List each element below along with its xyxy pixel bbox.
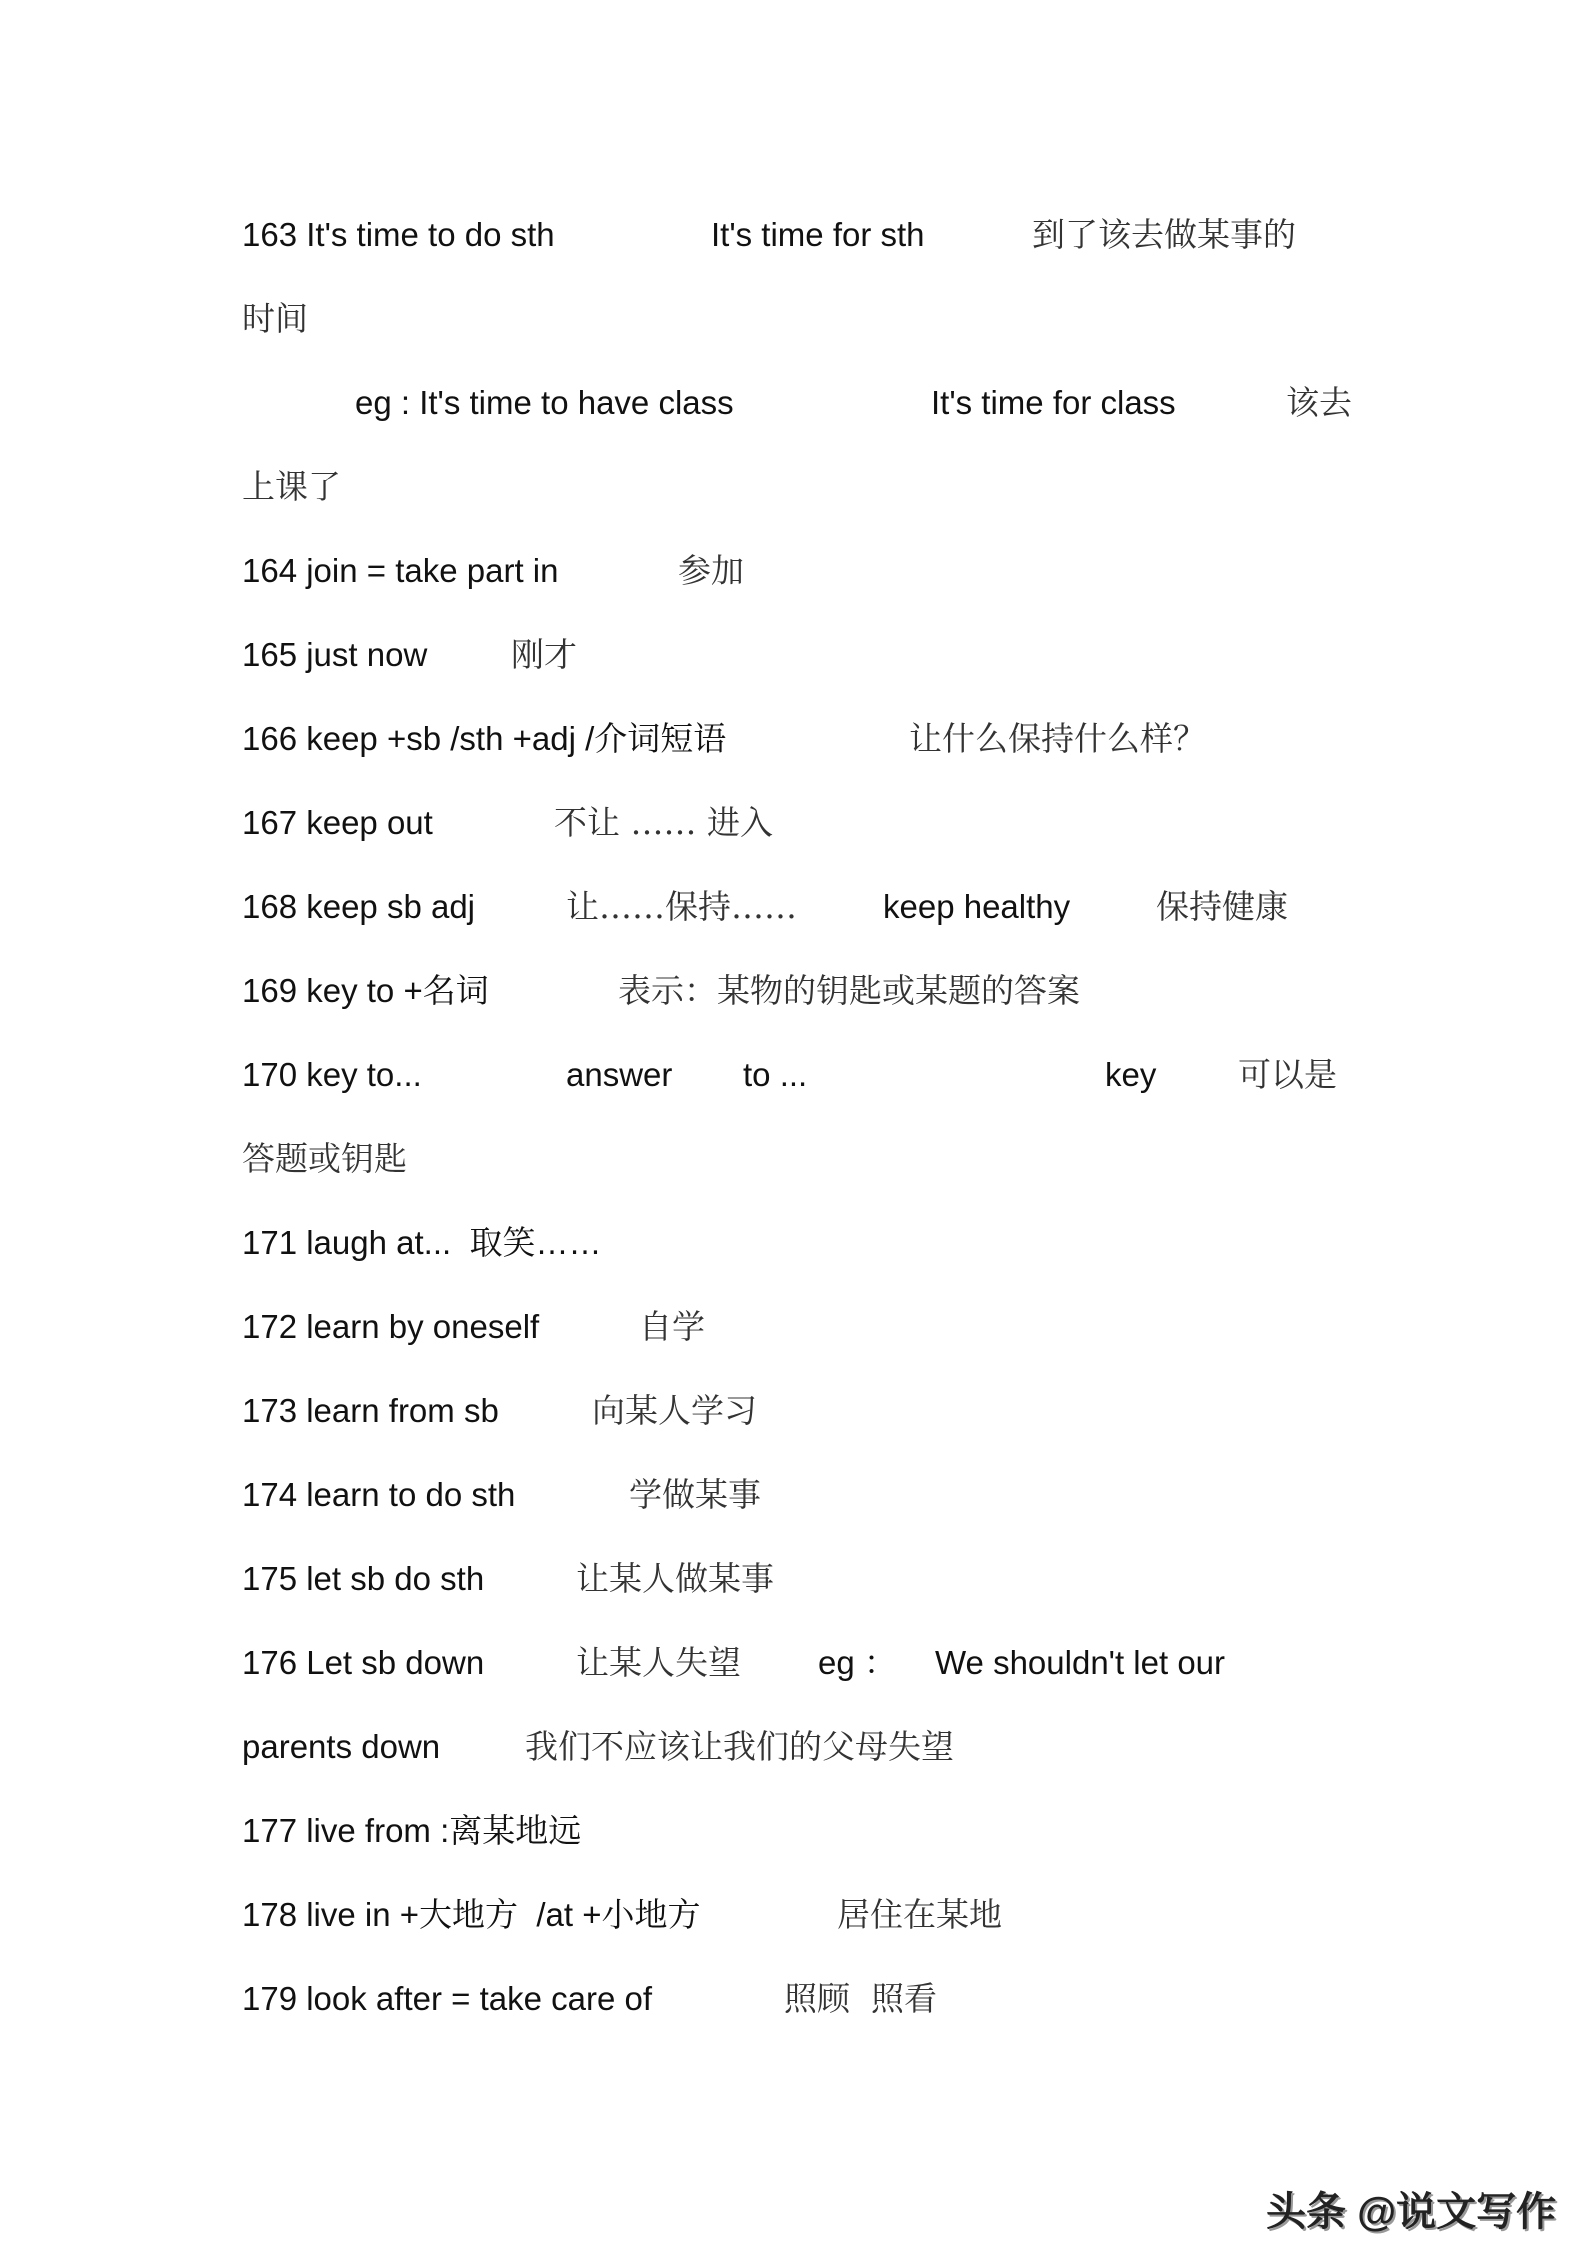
example-163-cont: [0, 465, 1587, 509]
entry-169: [0, 969, 1587, 1013]
phrase-alt: answer: [566, 1056, 673, 1093]
entry-170-cont: [0, 1137, 1587, 1181]
example: keep healthy: [883, 888, 1071, 925]
phrase: 170 key to...: [242, 1056, 422, 1093]
meaning: 让某人失望: [576, 1643, 741, 1682]
phrase: 169 key to +名词: [242, 972, 489, 1009]
entry-163-cont: [0, 297, 1587, 341]
entry-174: [0, 1473, 1587, 1517]
example-alt: It's time for class: [931, 384, 1176, 421]
example-meaning: 我们不应该让我们的父母失望: [525, 1727, 954, 1766]
entry-176-cont: [0, 1725, 1587, 1769]
phrase: 166 keep +sb /sth +adj /介词短语: [242, 720, 727, 757]
entry-177: [0, 1809, 1587, 1853]
meaning: 不让 …… 进入: [554, 803, 773, 842]
meaning-cont: 答题或钥匙: [242, 1139, 407, 1178]
phrase: 178 live in +大地方 /at +小地方: [242, 1896, 701, 1933]
phrase-alt: It's time for sth: [711, 216, 925, 253]
watermark: 头条 @说文写作: [1266, 2190, 1557, 2234]
phrase: 175 let sb do sth: [242, 1560, 485, 1597]
meaning: 让某人做某事: [576, 1559, 774, 1598]
meaning-cont: 上课了: [242, 467, 341, 506]
meaning: 参加: [678, 551, 744, 590]
meaning-cont: 时间: [242, 299, 308, 338]
entry-165: [0, 633, 1587, 677]
entry-164: [0, 549, 1587, 593]
example-label: eg ：: [818, 1644, 897, 1681]
meaning: 自学: [639, 1307, 705, 1346]
meaning: 学做某事: [629, 1475, 761, 1514]
phrase: 164 join = take part in: [242, 552, 559, 589]
meaning: 可以是: [1238, 1055, 1337, 1094]
phrase: 176 Let sb down: [242, 1644, 485, 1681]
example-163: [0, 381, 1587, 425]
meaning: 表示：某物的钥匙或某题的答案: [618, 971, 1080, 1010]
phrase: 174 learn to do sth: [242, 1476, 516, 1513]
entry-172: [0, 1305, 1587, 1349]
entry-166: [0, 717, 1587, 761]
entry-163: [0, 213, 1587, 257]
example: eg : It's time to have class: [355, 384, 734, 421]
phrase: 163 It's time to do sth: [242, 216, 555, 253]
phrase: 173 learn from sb: [242, 1392, 499, 1429]
meaning: 该去: [1286, 383, 1352, 422]
meaning: 刚才: [511, 635, 577, 674]
entry-176: [0, 1641, 1587, 1685]
meaning: 向某人学习: [592, 1391, 757, 1430]
phrase: 172 learn by oneself: [242, 1308, 540, 1345]
entry-171: [0, 1221, 1587, 1265]
entry-167: [0, 801, 1587, 845]
example-cont: parents down: [242, 1728, 441, 1765]
entry-170: [0, 1053, 1587, 1097]
entry-178: [0, 1893, 1587, 1937]
meaning: 到了该去做某事的: [1032, 215, 1296, 254]
phrase: 177 live from :离某地远: [242, 1812, 582, 1849]
meaning: 让什么保持什么样？: [909, 719, 1206, 758]
example: We shouldn't let our: [935, 1644, 1226, 1681]
meaning: 让……保持……: [566, 887, 797, 926]
phrase: 165 just now: [242, 636, 428, 673]
phrase: 168 keep sb adj: [242, 888, 476, 925]
meaning: 照顾 照看: [784, 1979, 937, 2018]
keyword: key: [1105, 1056, 1157, 1093]
phrase-alt-to: to ...: [743, 1056, 808, 1093]
meaning: 居住在某地: [837, 1895, 1002, 1934]
entry-175: [0, 1557, 1587, 1601]
phrase: 167 keep out: [242, 804, 433, 841]
phrase: 171 laugh at... 取笑……: [242, 1224, 602, 1261]
phrase: 179 look after = take care of: [242, 1980, 653, 2017]
entry-179: [0, 1977, 1587, 2021]
entry-173: [0, 1389, 1587, 1433]
entry-168: [0, 885, 1587, 929]
example-meaning: 保持健康: [1156, 887, 1288, 926]
